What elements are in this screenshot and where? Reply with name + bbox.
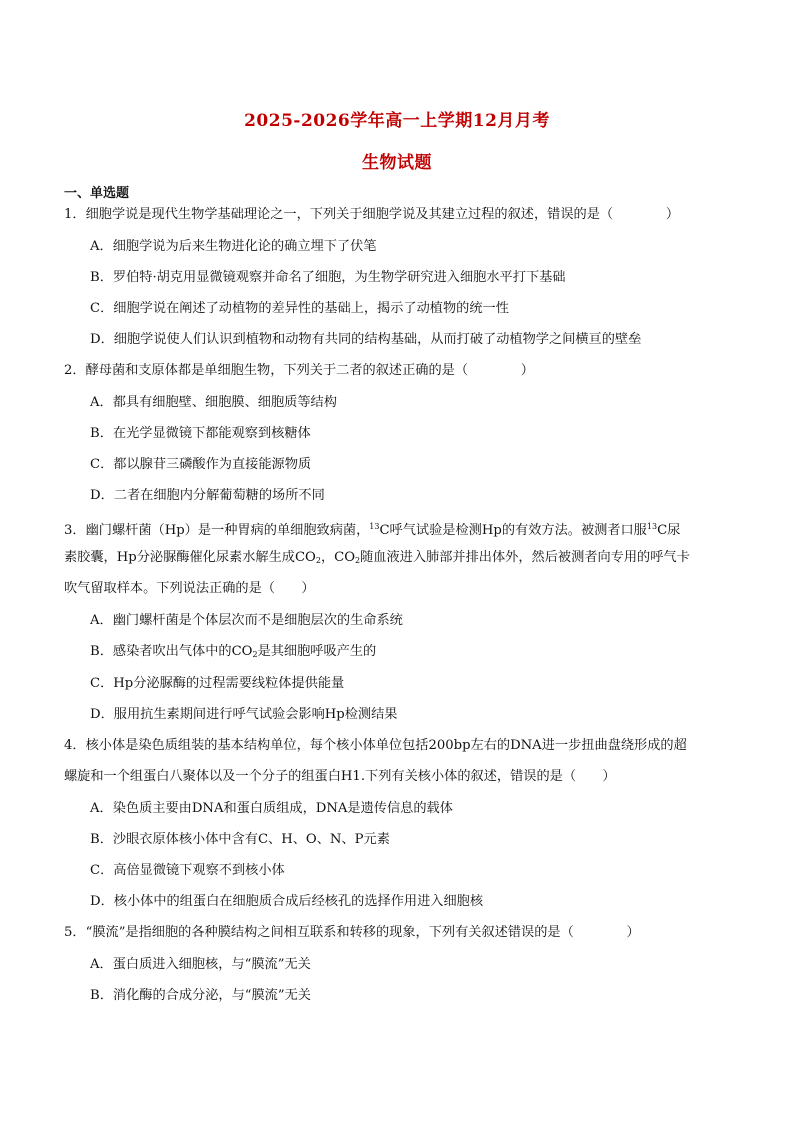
question-5-option-a: A．蛋白质进入细胞核，与“膜流”无关 — [90, 957, 311, 972]
question-3-option-c: C．Hp分泌脲酶的过程需要线粒体提供能量 — [90, 676, 345, 691]
question-3-option-d: D．服用抗生素期间进行呼气试验会影响Hp检测结果 — [90, 707, 398, 722]
question-1-option-c: C．细胞学说在阐述了动植物的差异性的基础上，揭示了动植物的统一性 — [90, 301, 509, 316]
question-2-stem: 2．酵母菌和支原体都是单细胞生物，下列关于二者的叙述正确的是（ ） — [64, 363, 534, 378]
question-4-option-b: B．沙眼衣原体核小体中含有C、H、O、N、P元素 — [90, 832, 390, 847]
question-3-option-a: A．幽门螺杆菌是个体层次而不是细胞层次的生命系统 — [90, 613, 403, 628]
question-5-stem: 5．“膜流”是指细胞的各种膜结构之间相互联系和转移的现象，下列有关叙述错误的是（ ） — [64, 925, 640, 940]
question-4-stem-line-1: 4．核小体是染色质组装的基本结构单位，每个核小体单位包括200bp左右的DNA进一步扭曲盘绕形成的超 — [64, 738, 687, 753]
section-heading: 一、单选题 — [64, 186, 130, 201]
question-4-option-c: C．高倍显微镜下观察不到核小体 — [90, 863, 285, 878]
exam-title: 2025-2026学年高一上学期12月月考 — [244, 111, 550, 131]
question-3-stem-line-2: 素胶囊，Hp分泌脲酶催化尿素水解生成$CO_2$，$CO_2$随血液进入肺部并排出体外，然后被测者向专用的呼气卡 — [64, 550, 690, 565]
question-2-option-c: C．都以腺苷三磷酸作为直接能源物质 — [90, 457, 312, 472]
question-2-option-b: B．在光学显微镜下都能观察到核糖体 — [90, 426, 311, 441]
question-5-option-b: B．消化酶的合成分泌，与“膜流”无关 — [90, 988, 311, 1003]
question-2-option-d: D．二者在细胞内分解葡萄糖的场所不同 — [90, 488, 325, 503]
exam-subject: 生物试题 — [362, 153, 432, 173]
question-1-option-d: D．细胞学说使人们认识到植物和动物有共同的结构基础，从而打破了动植物学之间横亘的壁垒 — [90, 332, 642, 347]
question-3-option-b: B．感染者吹出气体中的$CO_2$是其细胞呼吸产生的 — [90, 644, 377, 659]
question-3-stem-line-3: 吹气留取样本。下列说法正确的是（ ） — [64, 581, 315, 596]
question-1-option-b: B．罗伯特·胡克用显微镜观察并命名了细胞，为生物学研究进入细胞水平打下基础 — [90, 270, 566, 285]
question-1-option-a: A．细胞学说为后来生物进化论的确立埋下了伏笔 — [90, 239, 377, 254]
question-4-stem-line-2: 螺旋和一个组蛋白八聚体以及一个分子的组蛋白H1.下列有关核小体的叙述，错误的是（ ） — [64, 769, 616, 784]
question-1-stem: 1．细胞学说是现代生物学基础理论之一，下列关于细胞学说及其建立过程的叙述，错误的是（ ） — [64, 207, 680, 222]
question-4-option-a: A．染色质主要由DNA和蛋白质组成，DNA是遗传信息的载体 — [90, 801, 453, 816]
question-2-option-a: A．都具有细胞壁、细胞膜、细胞质等结构 — [90, 395, 337, 410]
question-3-stem-line-1: 3．幽门螺杆菌（Hp）是一种胃病的单细胞致病菌，$^{13}$C呼气试验是检测Hp的有效方法。被测者口服$^{13}$C尿 — [64, 522, 681, 538]
question-4-option-d: D．核小体中的组蛋白在细胞质合成后经核孔的选择作用进入细胞核 — [90, 894, 484, 909]
